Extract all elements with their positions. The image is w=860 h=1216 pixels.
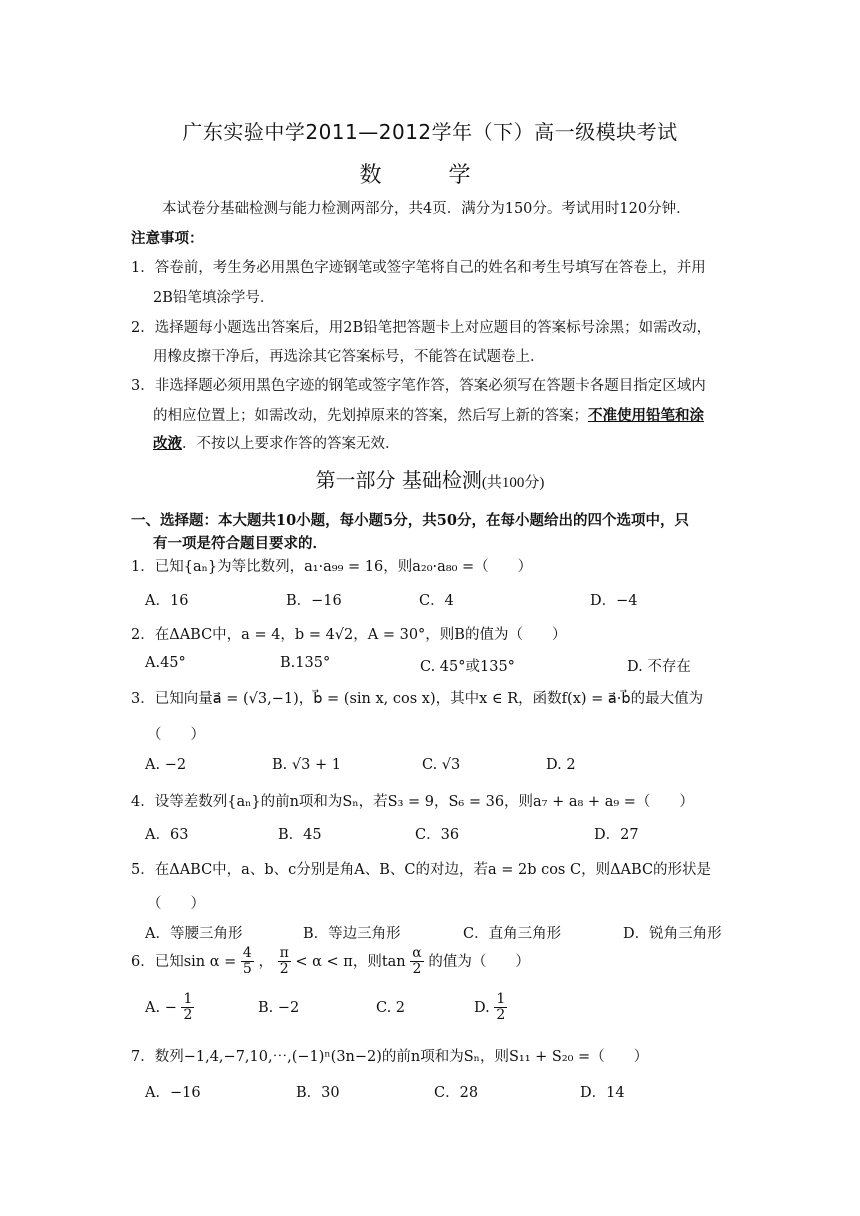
q6-option-b: B. −2: [258, 1000, 300, 1016]
question-6-stem: [131, 946, 530, 978]
q7-option-a: A．−16: [145, 1085, 201, 1101]
question-3-stem: 3．已知向量a⃗ = (√3,−1)，b⃗ = (sin x, cos x)，其中x ∈ R，函数f(x) = a⃗·b⃗的最大值为: [131, 691, 704, 707]
q6-d-fraction: $\frac{1}{2}$: [496, 991, 506, 1024]
q6-stem-a: 6．已知sin α =: [131, 953, 237, 970]
q1-option-b: B．−16: [286, 593, 342, 609]
q7-option-d: D．14: [580, 1085, 625, 1101]
q5-option-a: A．等腰三角形: [145, 926, 243, 942]
q6-a-fraction: $\frac{1}{2}$: [183, 991, 193, 1024]
section-1-header: 一、选择题：本大题共10小题，每小题5分，共50分，在每小题给出的四个选项中，只: [131, 512, 689, 529]
q2-option-b: B.135°: [280, 655, 331, 671]
q1-option-d: D．−4: [590, 593, 638, 609]
question-5-stem-cont: （ ）: [147, 896, 205, 912]
intro-text: 本试卷分基础检测与能力检测两部分，共4页．满分为150分。考试用时120分钟．: [162, 201, 691, 217]
note-3-text: 的相应位置上；如需改动，先划掉原来的答案，然后写上新的答案；: [153, 408, 588, 424]
note-3-cont: [153, 404, 704, 425]
note-3-tail: ．不按以上要求作答的答案无效．: [182, 436, 400, 452]
q2-option-a: A.45°: [145, 655, 186, 671]
q7-option-b: B．30: [296, 1085, 340, 1101]
question-5-stem: 5．在ΔABC中，a、b、c分别是角A、B、C的对边，若a = 2b cos C，则ΔABC的形状是: [131, 862, 712, 878]
note-3: 3．非选择题必须用黑色字迹的钢笔或签字笔作答，答案必须写在答题卡各题目指定区域内: [131, 378, 706, 394]
q3-option-c: C. √3: [422, 757, 461, 773]
q5-option-c: C．直角三角形: [463, 926, 562, 942]
question-1-stem: 1．已知{aₙ}为等比数列，a₁·a₉₉ = 16，则a₂₀·a₈₀ =（ ）: [131, 559, 533, 575]
q3-option-d: D. 2: [546, 757, 576, 773]
q6-fraction-pi-2: $\frac{\pi}{2}$: [279, 945, 289, 978]
part-1-title: [0, 464, 860, 493]
note-2-cont: 用橡皮擦干净后，再选涂其它答案标号，不能答在试题卷上．: [153, 349, 545, 365]
q6-option-a: A. − $\frac{1}{2}$: [145, 991, 193, 1024]
q6-stem-c: < α < π，则tan: [295, 953, 406, 970]
subject-title: 数 学: [359, 163, 501, 188]
section-1-header-cont: 有一项是符合题目要求的．: [153, 535, 327, 552]
q4-option-d: D．27: [594, 827, 639, 843]
q2-option-d: D. 不存在: [627, 659, 691, 675]
note-3-emphasis-end: 改液: [153, 435, 182, 452]
q3-option-a: A. −2: [145, 757, 187, 773]
q6-fraction-alpha-2: $\frac{\alpha}{2}$: [412, 945, 422, 978]
question-4-stem: 4．设等差数列{aₙ}的前n项和为Sₙ，若S₃ = 9，S₆ = 36，则a₇ + a₈ + a₉ =（ ）: [131, 794, 694, 810]
note-3-end: [153, 432, 400, 453]
question-2-stem: 2．在ΔABC中，a = 4，b = 4√2，A = 30°，则B的值为（ ）: [131, 627, 567, 643]
q4-option-b: B．45: [278, 827, 322, 843]
note-1: 1．答卷前，考生务必用黑色字迹钢笔或签字笔将自己的姓名和考生号填写在答卷上，并用: [131, 260, 706, 276]
q7-option-c: C．28: [434, 1085, 479, 1101]
q6-option-d: D. $\frac{1}{2}$: [474, 991, 506, 1024]
notes-heading: 注意事项：: [131, 230, 204, 247]
note-3-emphasis: 不准使用铅笔和涂: [588, 407, 704, 424]
q6-stem-b: ，: [258, 953, 273, 970]
question-7-stem: 7．数列−1,4,−7,10,⋯,(−1)ⁿ(3n−2)的前n项和为Sₙ，则S₁₁ + S₂₀ =（ ）: [131, 1049, 649, 1065]
q3-option-b: B. √3 + 1: [272, 757, 341, 773]
note-2: 2．选择题每小题选出答案后，用2B铅笔把答题卡上对应题目的答案标号涂黑；如需改动，: [131, 320, 712, 336]
q6-option-c: C. 2: [376, 1000, 406, 1016]
q4-option-a: A．63: [145, 827, 189, 843]
part-1-label: 第一部分 基础检测: [315, 468, 482, 492]
q4-option-c: C．36: [415, 827, 460, 843]
q1-option-a: A．16: [145, 593, 189, 609]
q2-option-c: C. 45°或135°: [420, 659, 515, 675]
part-1-score: (共100分): [481, 475, 545, 491]
exam-title: 广东实验中学2011—2012学年（下）高一级模块考试: [182, 120, 678, 144]
q6-stem-d: 的值为（ ）: [428, 953, 530, 970]
q5-option-b: B．等边三角形: [303, 926, 401, 942]
q6-fraction-4-5: $\frac{4}{5}$: [242, 945, 252, 978]
note-1-cont: 2B铅笔填涂学号．: [153, 290, 275, 306]
q5-option-d: D．锐角三角形: [623, 926, 722, 942]
q1-option-c: C．4: [419, 593, 454, 609]
question-3-stem-cont: （ ）: [147, 727, 205, 743]
